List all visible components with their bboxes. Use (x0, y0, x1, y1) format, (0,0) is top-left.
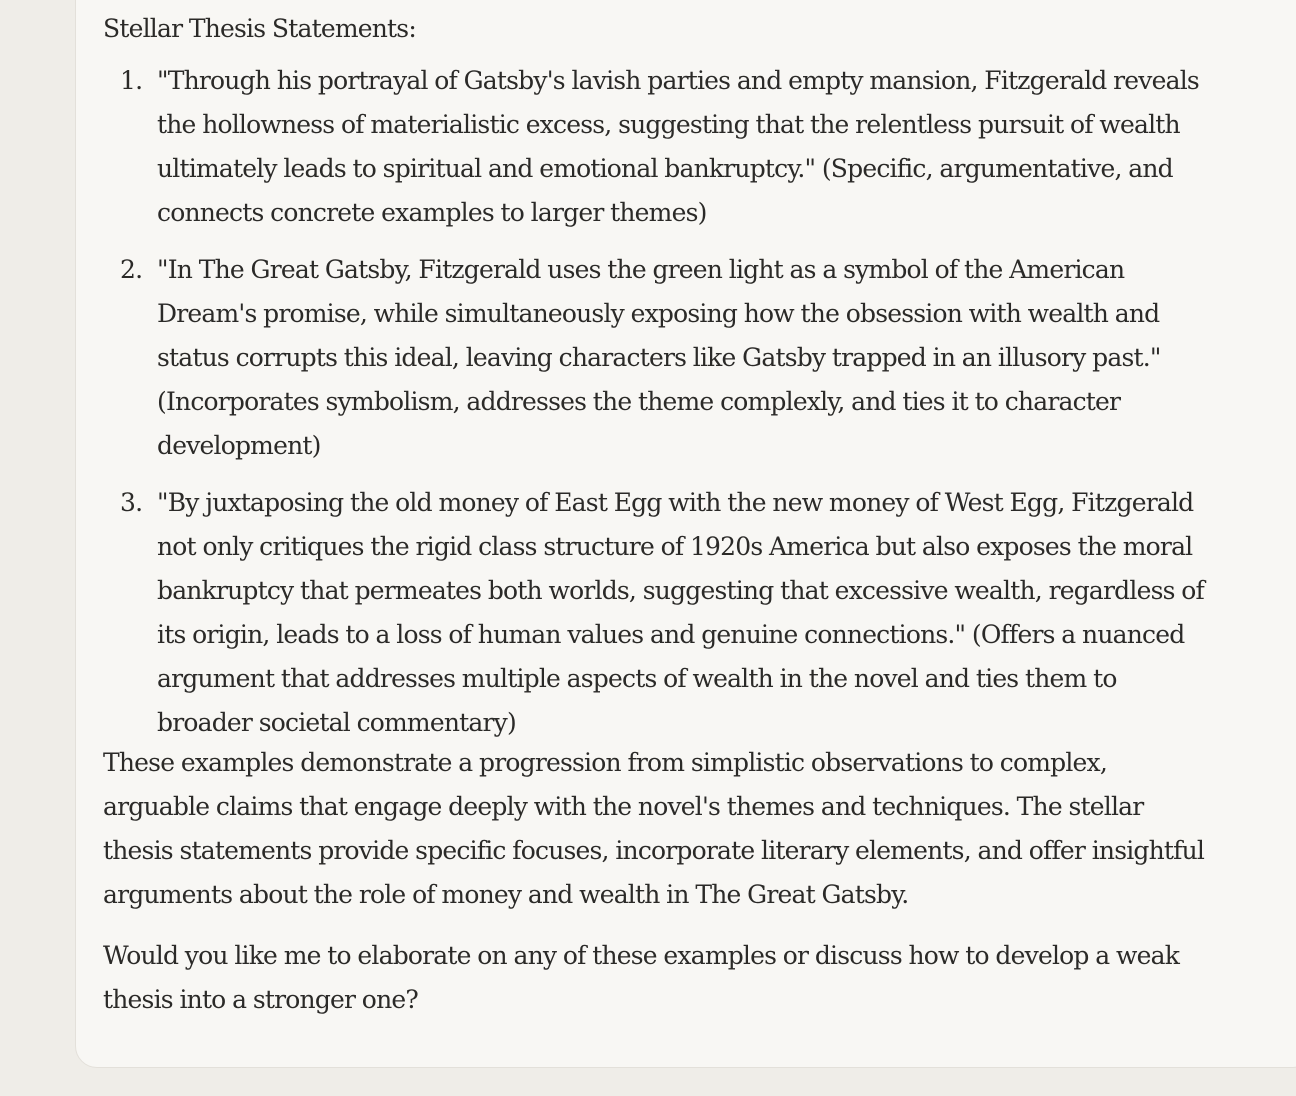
thesis-text: "In The Great Gatsby, Fitzgerald uses the green light as a symbol of the American Dream's promise, while simultaneously exposing how the obsession with wealth and status corrupts this ideal, leaving characters like Gatsby trapped in an illusory past." (Incorporates symbolism, addresses the theme complexly, and ties it to character development) (157, 255, 1161, 460)
thesis-number: 2. (120, 255, 143, 284)
summary-paragraph: These examples demonstrate a progression from simplistic observations to complex, arguable claims that engage deeply with the novel's themes and techniques. The stellar thesis statements provide specific focuses, incorporate literary elements, and offer insightful arguments about the role of money and wealth in The Great Gatsby. (103, 748, 1205, 909)
closing-question: Would you like me to elaborate on any of these examples or discuss how to develop a weak thesis into a stronger one? (103, 941, 1180, 1014)
section-heading: Stellar Thesis Statements: (103, 14, 416, 43)
thesis-number: 3. (120, 488, 143, 517)
thesis-number: 1. (120, 66, 143, 95)
thesis-item-1 (103, 59, 1213, 235)
assistant-message (75, 0, 1296, 1068)
thesis-list (103, 59, 1213, 758)
thesis-text: "By juxtaposing the old money of East Egg with the new money of West Egg, Fitzgerald not only critiques the rigid class structure of 1920s America but also exposes the moral bankruptcy that permeates both worlds, suggesting that excessive wealth, regardless of its origin, leads to a loss of human values and genuine connections." (Offers a nuanced argument that addresses multiple aspects of wealth in the novel and ties them to broader societal commentary) (157, 488, 1204, 737)
thesis-text: "Through his portrayal of Gatsby's lavish parties and empty mansion, Fitzgerald reveals the hollowness of materialistic excess, suggesting that the relentless pursuit of wealth ultimately leads to spiritual and emotional bankruptcy." (Specific, argumentative, and connects concrete examples to larger themes) (157, 66, 1199, 227)
thesis-item-3 (103, 481, 1213, 745)
thesis-item-2 (103, 248, 1213, 468)
